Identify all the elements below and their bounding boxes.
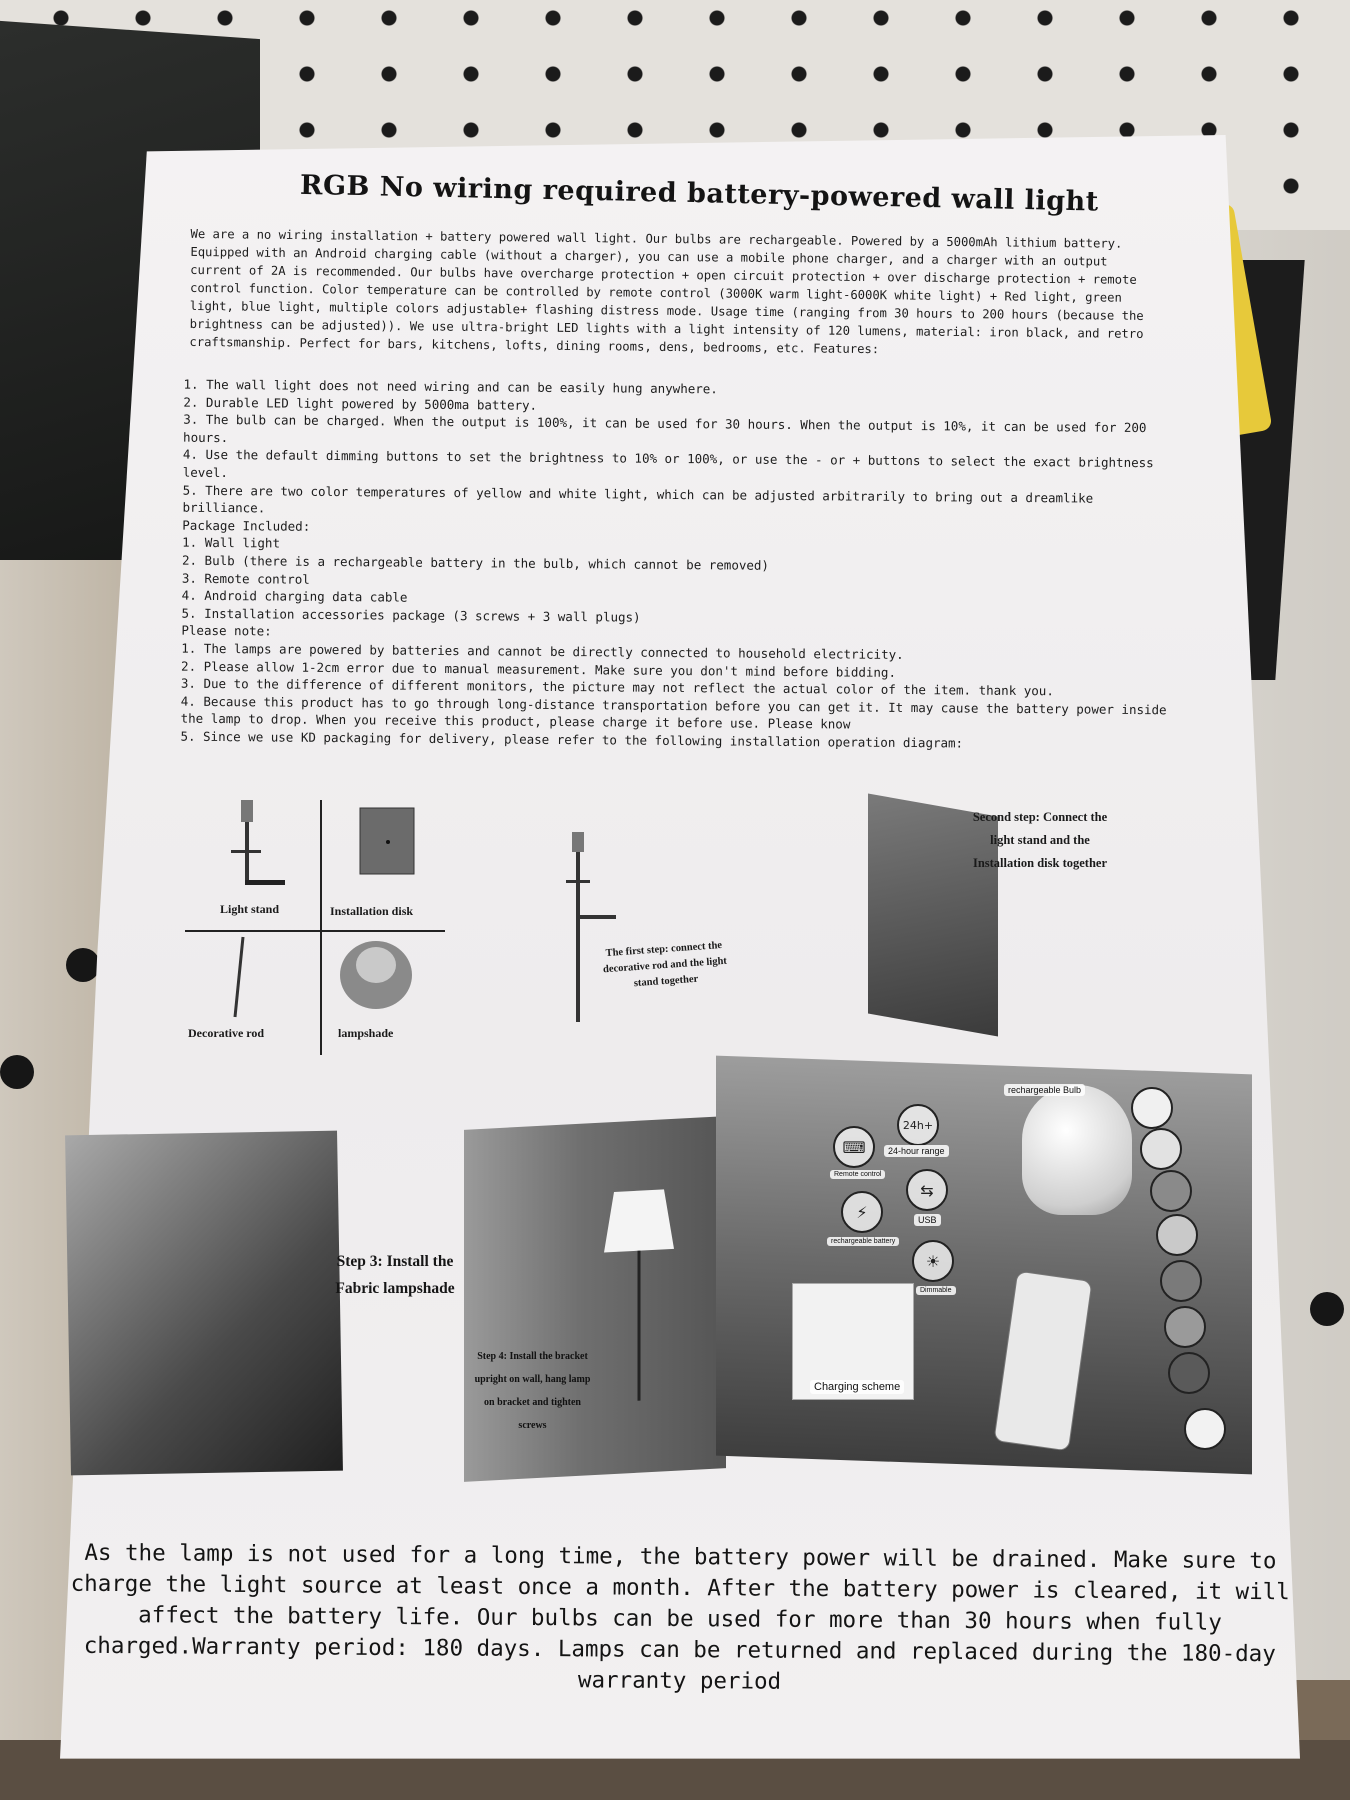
lampshade-install-photo <box>65 1131 343 1476</box>
battery-label: rechargeable battery <box>827 1237 899 1246</box>
note-item: 4. Because this product has to go through long-distance transportation before you can get it. It may cause the battery power inside the lamp to drop. When you receive this product, please charge it before use. Please know <box>180 693 1167 732</box>
part-label-light-stand: Light stand <box>220 902 280 916</box>
part-label-lampshade: lampshade <box>338 1026 394 1040</box>
feature-item: 5. There are two color temperatures of yellow and white light, which can be adjusted arbitrarily to bring out a dreamlike brilliance. <box>182 482 1094 516</box>
step1-text: The first step: connect the decorative rod and the light stand together <box>602 939 728 990</box>
peg-hole <box>66 948 100 982</box>
battery-icon: ⚡ <box>841 1191 883 1233</box>
usb-icon: ⇆ <box>906 1169 948 1211</box>
note-item: 3. Due to the difference of different monitors, the picture may not reflect the actual color of the item. thank you. <box>180 675 1054 699</box>
intro-text: We are a no wiring installation + battery powered wall light. Our bulbs are rechargeable. Powered by a 5000mAh lithium battery. Equipped with an Android charging cable (without a charger), you can use a mobile phone charger, and a charger with an output current of 2A is recommended. Our bulbs have overcharge protection + open circuit protection + over discharge protection + remote control function. Color temperature can be controlled by remote control (3000K warm light-6000K white light) + Red light, green light, blue light, multiple colors adjustable+ flashing distress mode. Usage time (ranging from 30 hours to 200 hours (because the brightness can be adjusted)). We use ultra-bright LED lights with a light intensity of 120 lumens, material: iron black, and retro craftsmanship. Perfect for bars, kitchens, lofts, dining rooms, dens, bedrooms, etc. Features: <box>189 226 1144 357</box>
color-swatch <box>1160 1260 1202 1302</box>
assembled-stand-drawing <box>560 830 620 1030</box>
dimmable-icon: ☀ <box>912 1240 954 1282</box>
package-item: 5. Installation accessories package (3 screws + 3 wall plugs) <box>181 605 641 625</box>
feature-item: 4. Use the default dimming buttons to set the brightness to 10% or 100%, or use the - or + buttons to select the exact brightness level. <box>182 447 1154 481</box>
step4-text: Step 4: Install the bracket upright on wall, hang lamp on bracket and tighten screws <box>474 1351 591 1431</box>
wall-lamp-drawing <box>594 1178 684 1413</box>
color-swatch <box>1140 1128 1182 1170</box>
color-swatch <box>1131 1087 1173 1129</box>
color-swatch <box>1184 1408 1226 1450</box>
color-swatch <box>1164 1306 1206 1348</box>
note-item: 2. Please allow 1-2cm error due to manual measurement. Make sure you don't mind before bidding. <box>181 658 897 680</box>
charging-label: Charging scheme <box>810 1380 904 1394</box>
details-list <box>180 376 1173 754</box>
color-swatch <box>1156 1214 1198 1256</box>
package-item: 1. Wall light <box>182 535 281 551</box>
color-swatch <box>1168 1352 1210 1394</box>
bulb-image <box>1022 1085 1132 1215</box>
package-heading: Package Included: <box>182 517 311 534</box>
part-label-decorative-rod: Decorative rod <box>188 1026 265 1040</box>
note-heading: Please note: <box>181 622 272 639</box>
lampshade-drawing <box>336 935 416 1015</box>
intro-paragraph <box>189 225 1160 361</box>
grid-divider <box>320 800 322 1055</box>
dimmable-label: Dimmable <box>916 1286 956 1295</box>
range-label: 24-hour range <box>884 1145 949 1157</box>
note-item: 5. Since we use KD packaging for delivery, please refer to the following installation operation diagram: <box>180 728 964 751</box>
peg-hole <box>1310 1292 1344 1326</box>
step3-text: Step 3: Install the Fabric lampshade <box>335 1253 455 1297</box>
usb-label: USB <box>914 1214 941 1226</box>
range-badge: 24h+ <box>897 1104 939 1146</box>
document-title: RGB No wiring required battery-powered wall light <box>299 169 1100 218</box>
bulb-label: rechargeable Bulb <box>1004 1084 1085 1096</box>
remote-icon: ⌨ <box>833 1126 875 1168</box>
part-label-installation-disk: Installation disk <box>330 904 414 918</box>
grid-divider <box>185 930 445 932</box>
decorative-rod-drawing <box>225 935 255 1020</box>
package-item: 2. Bulb (there is a rechargeable battery in the bulb, which cannot be removed) <box>181 552 770 573</box>
feature-item: 1. The wall light does not need wiring and can be easily hung anywhere. <box>183 376 718 397</box>
feature-item: 3. The bulb can be charged. When the output is 100%, it can be used for 30 hours. When the output is 10%, it can be used for 200 hours. <box>183 411 1147 445</box>
package-item: 4. Android charging data cable <box>181 587 408 605</box>
note-item: 1. The lamps are powered by batteries and cannot be directly connected to household electricity. <box>181 640 904 662</box>
installation-disk-drawing <box>358 806 418 878</box>
package-item: 3. Remote control <box>181 570 310 587</box>
feature-item: 2. Durable LED light powered by 5000ma battery. <box>183 394 538 413</box>
peg-hole <box>0 1055 34 1089</box>
color-swatch <box>1150 1170 1192 1212</box>
light-stand-drawing <box>225 798 295 898</box>
step2-text: Second step: Connect the light stand and the Installation disk together <box>972 810 1108 870</box>
battery-warning-text: As the lamp is not used for a long time, the battery power will be drained. Make sure to charge the light source at least once a month. After the battery power is cleared, it will affect the battery life. Our bulbs can be used for more than 30 hours when fully charged.Warranty period: 180 days. Lamps can be returned and replaced during the 180-day warranty period <box>70 1539 1290 1695</box>
remote-label: Remote control <box>830 1170 885 1179</box>
